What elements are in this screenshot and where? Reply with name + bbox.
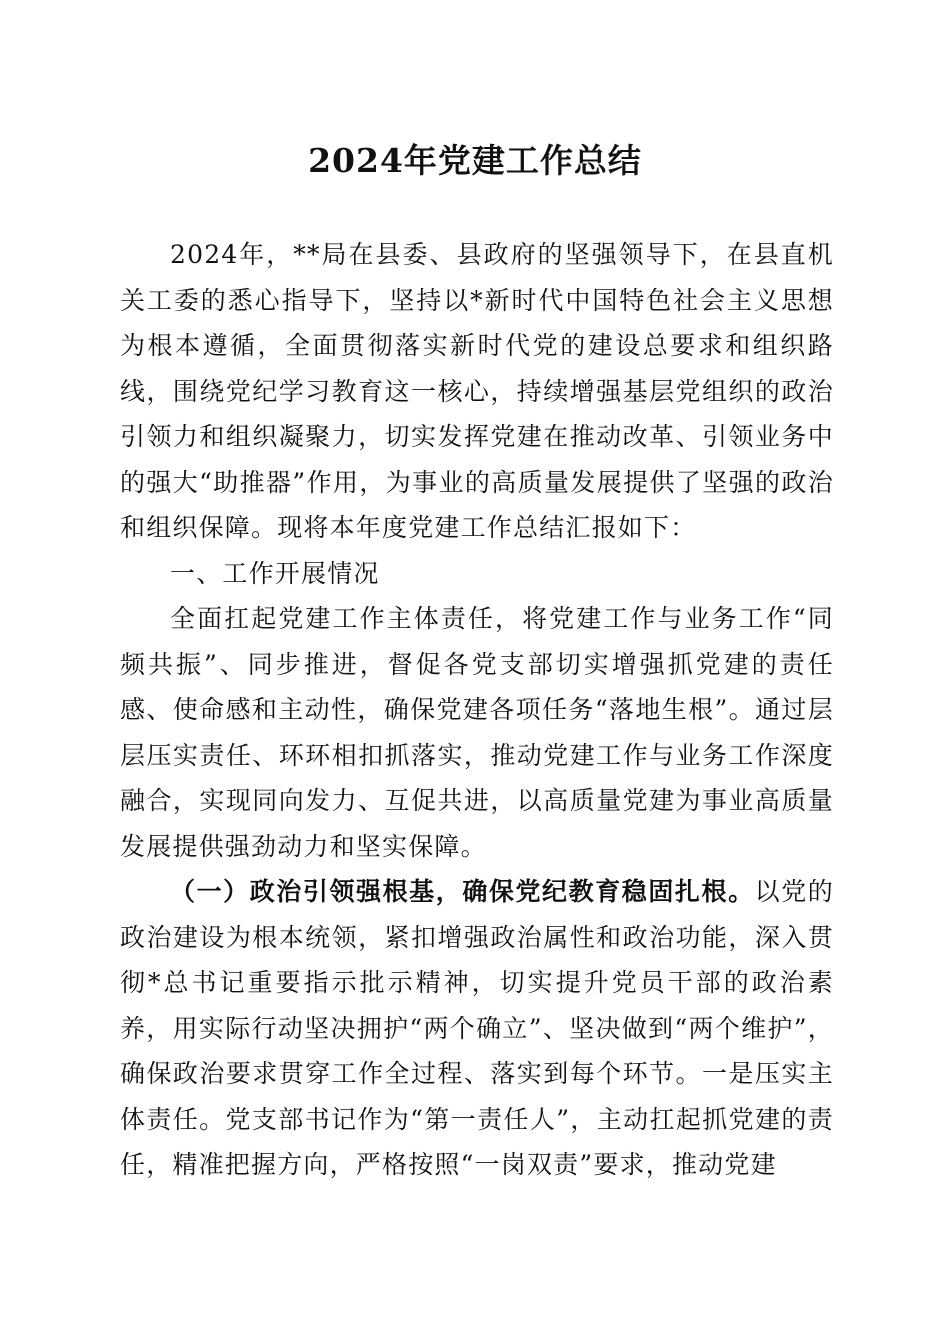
document-body xyxy=(120,232,834,1188)
intro-paragraph: 2024年，**局在县委、县政府的坚强领导下，在县直机关工委的悉心指导下，坚持以*新时代中国特色社会主义思想为根本遵循，全面贯彻落实新时代党的建设总要求和组织路线，围绕党纪学习教育这一核心，持续增强基层党组织的政治引领力和组织凝聚力，切实发挥党建在推动改革、引领业务中的强大“助推器”作用，为事业的高质量发展提供了坚强的政治和组织保障。现将本年度党建工作总结汇报如下： xyxy=(120,240,834,542)
subsection-paragraph xyxy=(120,869,834,1188)
section-paragraph: 全面扛起党建工作主体责任，将党建工作与业务工作“同频共振”、同步推进，督促各党支部切实增强抓党建的责任感、使命感和主动性，确保党建各项任务“落地生根”。通过层层压实责任、环环相扣抓落实，推动党建工作与业务工作深度融合，实现同向发力、互促共进，以高质量党建为事业高质量发展提供强劲动力和坚实保障。 xyxy=(120,604,834,861)
document-title: 2024年党建工作总结 xyxy=(308,141,642,180)
section-heading: 一、工作开展情况 xyxy=(170,558,380,588)
subsection-text: 以党的政治建设为根本统领，紧扣增强政治属性和政治功能，深入贯彻*总书记重要指示批示精神，切实提升党员干部的政治素养，用实际行动坚决拥护“两个确立”、坚决做到“两个维护”，确保政治要求贯穿工作全过程、落实到每个环节。一是压实主体责任。党支部书记作为“第一责任人”，主动扛起抓党建的责任，精准把握方向，严格按照“一岗双责”要求，推动党建 xyxy=(120,877,834,1179)
subsection-lead: （一）政治引领强根基，确保党纪教育稳固扎根。 xyxy=(170,877,755,906)
